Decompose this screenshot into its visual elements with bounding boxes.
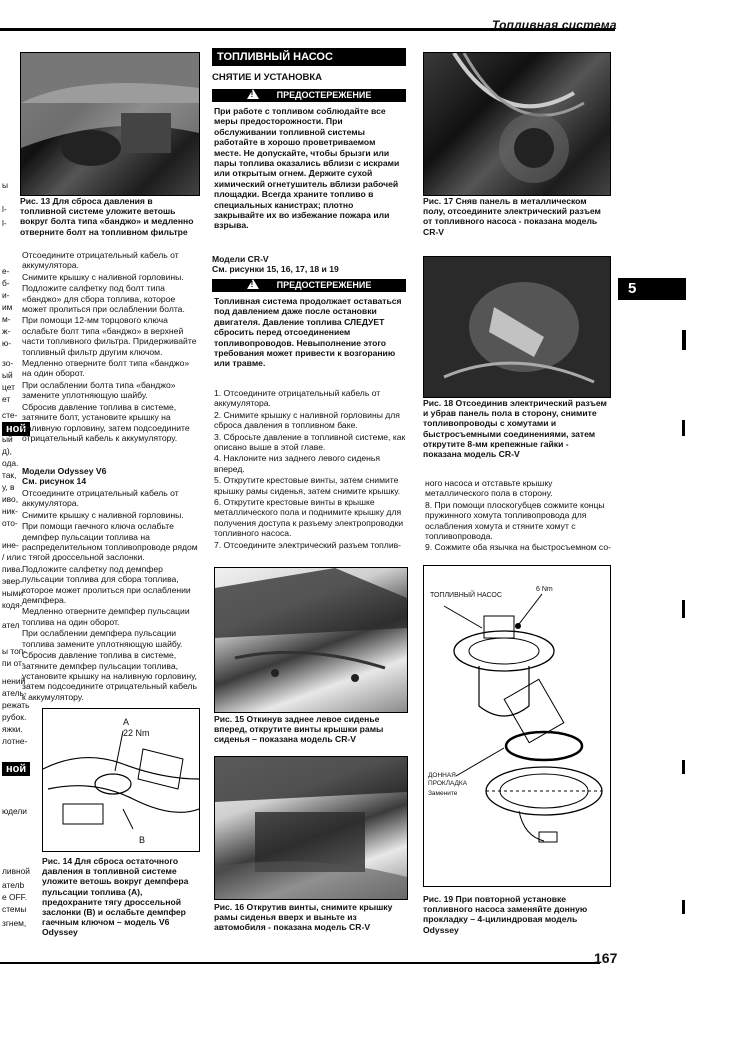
margin-fragment: так, <box>2 470 17 480</box>
margin-fragment: ными <box>2 588 24 598</box>
margin-fragment: и- <box>2 290 10 300</box>
margin-fragment: ной <box>2 422 30 436</box>
margin-fragment: сте- <box>2 410 18 420</box>
margin-fragment: нений <box>2 676 26 686</box>
section-title-fuel-pump: ТОПЛИВНЫЙ НАСОС <box>212 48 406 66</box>
figure-19-caption: Рис. 19 При повторной установке топливного насоса заменяйте донную прокладку – 4-цилиндровая модель Odyssey <box>423 894 588 935</box>
warning-icon: ! <box>247 89 259 99</box>
margin-fragment: кодя- <box>2 600 23 610</box>
list-item: При ослаблении демпфера пульсации топлива замените уплотняющую шайбу. <box>22 628 183 649</box>
margin-fragment: юдели <box>2 806 27 816</box>
margin-fragment: l- <box>2 218 7 228</box>
margin-fragment: рубок. <box>2 712 27 722</box>
margin-fragment: пи от- <box>2 658 25 668</box>
list-item: При ослаблении болта типа «банджо» замените уплотняющую шайбу. <box>22 379 176 401</box>
margin-fragment: стемы <box>2 904 27 914</box>
list-item: 1. Отсоедините отрицательный кабель от аккумулятора. <box>214 388 381 409</box>
binding-edge-mark <box>682 330 686 350</box>
warning-banner-1 <box>212 89 406 102</box>
figure-13-photo <box>20 52 200 196</box>
figure-14-torque: 22 Nm <box>123 728 150 738</box>
left-steps-a <box>22 250 200 444</box>
list-item: Снимите крышку с наливной горловины. <box>22 271 184 282</box>
margin-fragment: ет <box>2 394 11 404</box>
list-item: ного насоса и отставьте крышку металлического пола в сторону. <box>425 478 553 499</box>
margin-fragment: ото- <box>2 518 18 528</box>
list-item: 3. Сбросьте давление в топливной системе, как описано выше в этой главе. <box>214 431 406 453</box>
page-number: 167 <box>594 950 618 966</box>
warning-banner-2 <box>212 279 406 292</box>
margin-fragment: е- <box>2 266 10 276</box>
margin-fragment: ж- <box>2 326 11 336</box>
list-item: При помощи гаечного ключа ослабьте демпфер пульсации топлива на распределительном топливопроводе рядом с тягой дроссельной заслонки. <box>22 521 198 563</box>
margin-fragment: яжки. <box>2 724 23 734</box>
figure-14-caption: Рис. 14 Для сброса остаточного давления в топливной системе уложите ветошь вокруг демпфера пульсации топлива (A), предохраните тягу дроссельной заслонки (B) и ослабьте демпфер гаечным ключом – модель V6 Odyssey <box>42 856 189 938</box>
margin-fragment: ливной <box>2 866 30 876</box>
models-subheading: См. рисунки 15, 16, 17, 18 и 19 <box>212 264 339 274</box>
warning-label-1: ПРЕДОСТЕРЕЖЕНИЕ <box>276 90 372 100</box>
figure-19-label-gasket: ДОННАЯ ПРОКЛАДКА <box>428 772 468 787</box>
margin-fragment: зо- <box>2 358 14 368</box>
list-item: Отсоедините отрицательный кабель от аккумулятора. <box>22 250 179 271</box>
figure-19-drawing <box>424 566 610 886</box>
binding-edge-mark <box>682 420 685 436</box>
figure-18-caption: Рис. 18 Отсоединив электрический разъем и убрав панель пола в сторону, снимите топливопроводы с хомутами и быстросъемными соединениями, затем открутите 8-мм крепежные гайки - показана модель CR-V <box>423 398 607 460</box>
margin-fragment: l- <box>2 204 7 214</box>
warning-icon: ! <box>247 279 259 289</box>
list-item: 2. Снимите крышку с наливной горловины для сброса давления в топливном баке. <box>214 409 400 431</box>
binding-edge-mark <box>682 760 685 774</box>
list-item: Отсоедините отрицательный кабель от аккумулятора. <box>22 488 179 509</box>
margin-fragment: ю- <box>2 338 12 348</box>
figure-19-torque: 6 Nm <box>536 586 553 593</box>
figure-17-photo <box>423 52 611 196</box>
figure-19-label-pump: ТОПЛИВНЫЙ НАСОС <box>430 592 502 599</box>
margin-fragment: ник- <box>2 506 18 516</box>
list-item: Снимите крышку с наливной горловины. <box>22 509 184 520</box>
subsection-title: СНЯТИЕ И УСТАНОВКА <box>212 72 322 83</box>
list-item: 6. Открутите крестовые винты в крышке металлического пола и поднимите крышку для получения доступа к разъему электропроводки топливного насоса. <box>214 497 404 539</box>
list-item: Сбросив давление топлива в системе, затяните демпфер пульсации топлива, установите крышку на наливную горловину, затем подсоедините отрицательный кабель к аккумулятору. <box>22 650 197 702</box>
margin-fragment: ател <box>2 620 20 630</box>
footer-rule <box>0 962 600 964</box>
margin-fragment: м- <box>2 314 11 324</box>
list-item: 7. Отсоедините электрический разъем топлив- <box>214 539 402 550</box>
list-item: 9. Сожмите оба язычка на быстросъемном со- <box>425 542 611 553</box>
warning-label-2: ПРЕДОСТЕРЕЖЕНИЕ <box>276 280 372 290</box>
margin-fragment: д), <box>2 446 13 456</box>
warning-text-2: Топливная система продолжает оставаться под давлением даже после остановки двигателя. Давление топлива СЛЕДУЕТ сбросить перед отсоединением топливопроводов. Невыполнение этого требования может привести к возгоранию или травме. <box>214 296 402 369</box>
binding-edge-mark <box>682 900 685 914</box>
warning-text-1: При работе с топливом соблюдайте все меры предосторожности. При обслуживании топливной системы работайте в хорошо проветриваемом месте. Не допускайте, чтобы брызги или пары топлива оказались вблизи с искрами или открытым огнем. Держите сухой химический огнетушитель вблизи рабочей площадки. Всегда храните топливо в специальных канистрах; плотно закрывайте их во избежание пожара или взрыва. <box>214 106 400 231</box>
figure-16-caption: Рис. 16 Открутив винты, снимите крышку рамы сиденья вверх и выньте из автомобиля - показана модель CR-V <box>214 902 393 933</box>
margin-fragment: ателb <box>2 880 25 890</box>
list-item: 8. При помощи плоскогубцев сожмите концы пружинного хомута топливопровода для ослабления хомута и стяните хомут с топливопровода. <box>425 499 605 542</box>
margin-fragment: у, в <box>2 482 15 492</box>
list-item: Подложите салфетку под болт типа «банджо» для сбора топлива, которое может пролиться при ослаблении болта. <box>22 283 185 315</box>
margin-fragment: атель- <box>2 688 27 698</box>
figure-17-caption: Рис. 17 Сняв панель в металлическом полу, отсоедините электрический разъем от топливного насоса - показана модель CR-V <box>423 196 601 237</box>
figure-19-box <box>423 565 611 887</box>
list-item: 5. Открутите крестовые винты, затем снимите крышку рамы сиденья, затем снимите крышку. <box>214 475 401 496</box>
chapter-tab: 5 <box>618 278 686 300</box>
middle-steps <box>214 388 406 551</box>
figure-14-label-b: B <box>139 835 146 845</box>
figure-14-label-a: A <box>123 717 130 727</box>
figure-14-drawing <box>43 709 199 851</box>
left-steps-b <box>22 488 200 703</box>
margin-fragment: ода. <box>2 458 19 468</box>
list-item: При помощи 12-мм торцового ключа ослабьте болт типа «банджо» в верхней части топливного фильтра. Придерживайте топливный фильтр другим ключом. <box>22 315 197 357</box>
list-item: Медленно отверните демпфер пульсации топлива на один оборот. <box>22 606 190 627</box>
margin-fragment: пива. <box>2 564 23 574</box>
margin-fragment: б- <box>2 278 10 288</box>
figure-19-label-replace: Замените <box>428 790 458 797</box>
list-item: Медленно отверните болт типа «банджо» на один оборот. <box>22 358 190 379</box>
figure-18-photo <box>423 256 611 398</box>
header-section-title: Топливная система <box>492 18 617 32</box>
margin-fragment: / или <box>2 552 21 562</box>
figure-15-caption: Рис. 15 Откинув заднее левое сиденье вперед, открутите винты крышки рамы сиденья – показана модель CR-V <box>214 714 384 745</box>
odyssey-heading: Модели Odyssey V6 <box>22 466 107 476</box>
right-steps <box>425 478 611 554</box>
margin-fragment: эвер- <box>2 576 23 586</box>
figure-16-photo <box>214 756 408 900</box>
margin-fragment: ине- <box>2 540 19 550</box>
figure-14-box <box>42 708 200 852</box>
margin-fragment: цет <box>2 382 15 392</box>
margin-fragment: ы топ- <box>2 646 27 656</box>
figure-15-photo <box>214 567 408 713</box>
margin-fragment: режать <box>2 700 30 710</box>
margin-fragment: ый <box>2 434 13 444</box>
margin-fragment: ый <box>2 370 13 380</box>
figure-13-caption: Рис. 13 Для сброса давления в топливной системе уложите ветошь вокруг болта типа «банджо» и медленно отверните болт на топливном фильтре <box>20 196 194 237</box>
binding-edge-mark <box>682 600 685 618</box>
odyssey-subheading: См. рисунок 14 <box>22 476 87 486</box>
margin-fragment: е OFF. <box>2 892 28 902</box>
margin-fragment: ы <box>2 180 9 190</box>
list-item: Подложите салфетку под демпфер пульсации топлива для сбора топлива, которое может пролиться при ослаблении демпфера. <box>22 563 191 606</box>
list-item: 4. Наклоните низ заднего левого сиденья вперед. <box>214 453 381 474</box>
margin-fragment: згнем, <box>2 918 27 928</box>
margin-fragment: лотне- <box>2 736 28 746</box>
margin-fragment: иво, <box>2 494 19 504</box>
models-heading: Модели CR-V <box>212 254 269 264</box>
list-item: Сбросив давление топлива в системе, затяните болт, установите крышку на наливную горловину, затем подсоедините отрицательный кабель к аккумулятору. <box>22 401 190 443</box>
margin-fragment: им <box>2 302 13 312</box>
margin-fragment: ной <box>2 762 30 776</box>
